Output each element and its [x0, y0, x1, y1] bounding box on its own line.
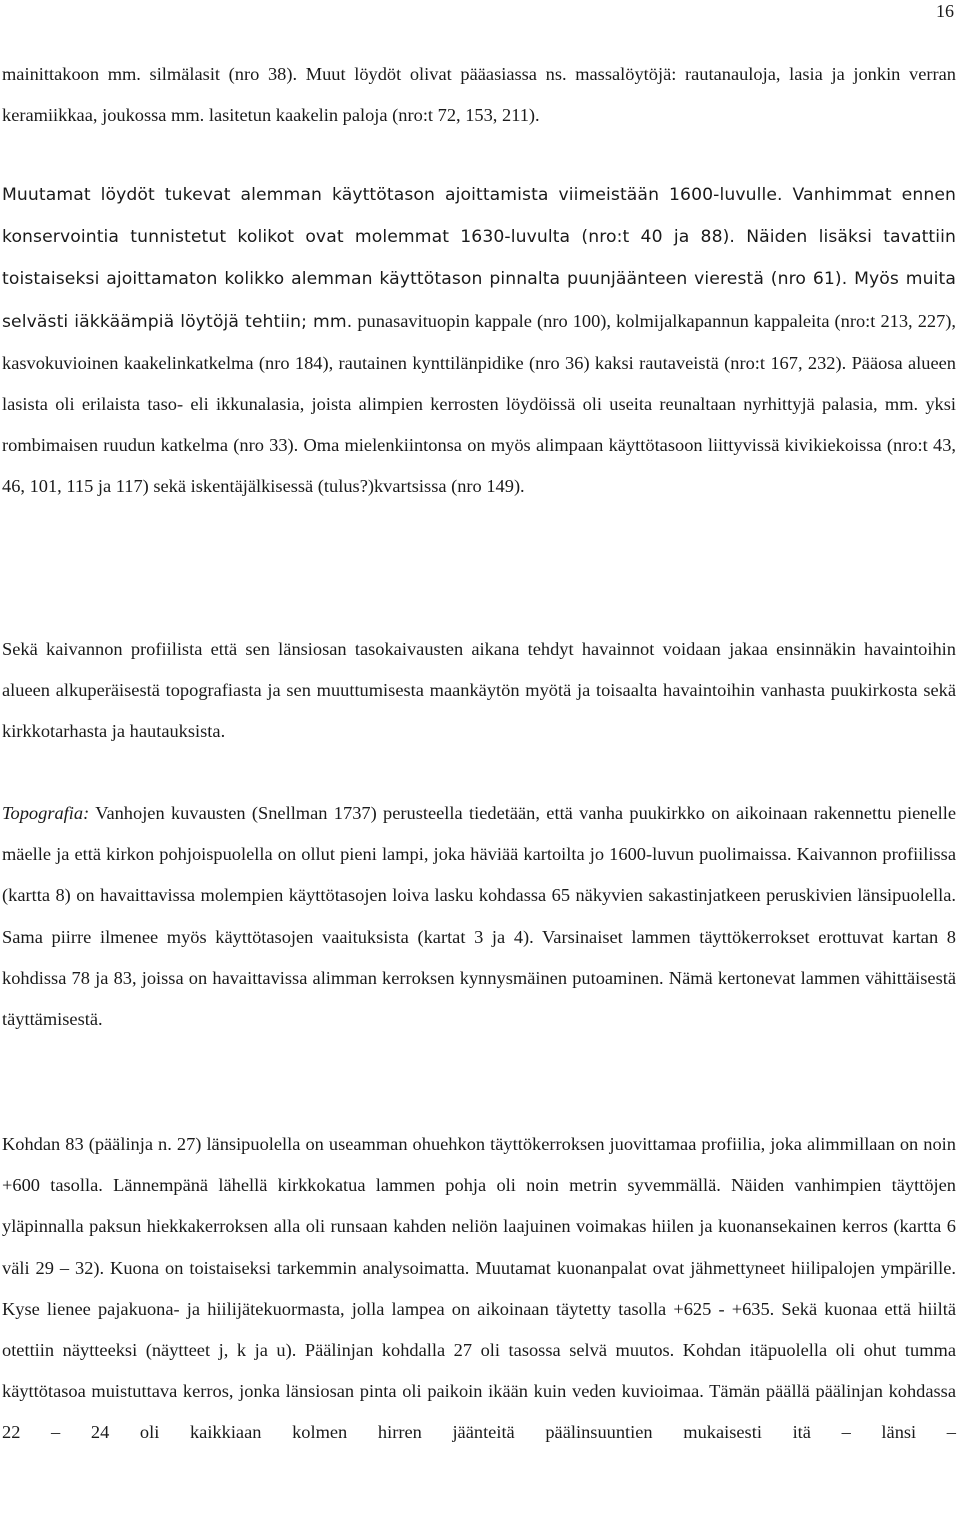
paragraph-dating-finds [2, 174, 956, 508]
paragraph-dating-finds-serif-text: punasavituopin kappale (nro 100), kolmijalkapannun kappaleita (nro:t 213, 227), kasvokuvioinen kaakelinkatkelma (nro 184), rautainen kynttilänpidike (nro 36) kaksi rautaveistä (nro:t 167, 232). Pääosa alueen lasista oli erilaista taso- eli ikkunalasia, joista alimpien kerrosten löydöissä oli useita reunaltaan nyrhittyjä palasia, mm. yksi rombimaisen ruudun katkelma (nro 33). Oma mielenkiintonsa on myös alimpaan käyttötasoon liittyvissä kivikiekoissa (nro:t 43, 46, 101, 115 ja 117) sekä iskentäjälkisessä (tulus?)kvartsissa (nro 149). [2, 310, 956, 497]
paragraph-finds-summary: mainittakoon mm. silmälasit (nro 38). Muut löydöt olivat pääasiassa ns. massalöytöjä: rautanauloja, lasia ja jonkin verran keramiikkaa, joukossa mm. lasitetun kaakelin paloja (nro:t 72, 153, 211). [2, 64, 956, 126]
paragraph-pond-fills: Kohdan 83 (päälinja n. 27) länsipuolella on useamman ohuehkon täyttökerroksen juovittamaa profiilia, joka alimmillaan on noin +600 tasolla. Lännempänä lähellä kirkkokatua lammen pohja oli noin metrin syvemmällä. Näiden vanhimpien täyttöjen yläpinnalla paksun hiekkakerroksen alla oli runsaan kahden neliön laajuinen voimakas hiilen ja kuonansekainen kerros (kartta 6 väli 29 – 32). Kuona on toistaiseksi tarkemmin analysoimatta. Muutamat kuonanpalat ovat jähmettyneet hiilipalojen ympärille. Kyse lienee pajakuona- ja hiilijätekuormasta, jolla lampea on aikoinaan täytetty tasolla +625 - +635. Sekä kuonaa että hiiltä otettiin näytteeksi (näytteet j, k ja u). Päälinjan kohdalla 27 oli tasossa selvä muutos. Kohdan itäpuolella oli ohut tumma käyttötasoa muistuttava kerros, jonka länsiosan pinta oli paikoin ikään kuin veden kuvioimaa. Tämän päällä päälinjan kohdassa 22 – 24 oli kaikkiaan kolmen hirren jäänteitä päälinsuuntien mukaisesti itä – länsi – [2, 1134, 956, 1443]
page-number: 16 [936, 1, 954, 21]
topography-heading: Topografia: [2, 803, 90, 823]
topography-text: Vanhojen kuvausten (Snellman 1737) perusteella tiedetään, että vanha puukirkko on aikoinaan rakennettu pienelle mäelle ja että kirkon pohjoispuolella on ollut pieni lampi, joka häviää kartoilta jo 1600-luvun puolimaissa. Kaivannon profiilissa (kartta 8) on havaittavissa molempien käyttötasojen loiva lasku kohdassa 65 näkyvien sakastinjatkeen peruskivien länsipuolella. Sama piirre ilmenee myös käyttötasojen vaaituksista (kartat 3 ja 4). Varsinaiset lammen täyttökerrokset erottuvat kartan 8 kohdissa 78 ja 83, joissa on havaittavissa alimman kerroksen kynnysmäinen putoaminen. Nämä kertonevat lammen vähittäisestä täyttämisestä. [2, 803, 956, 1030]
paragraph-topography [2, 793, 956, 1040]
paragraph-dating-finds-sans-text: Muutamat löydöt tukevat alemman käyttötason ajoittamista viimeistään 1600-luvulle. Vanhimmat ennen konservointia tunnistetut kolikot ovat molemmat 1630-luvulta (nro:t 40 ja 88). Näiden lisäksi tavattiin toistaiseksi ajoittamaton kolikko alemman käyttötason pinnalta puunjäänteen vierestä (nro 61). Myös muita selvästi iäkkäämpiä löytöjä tehtiin; mm. [2, 185, 956, 332]
paragraph-observations-intro: Sekä kaivannon profiilista että sen länsiosan tasokaivausten aikana tehdyt havainnot voidaan jakaa ensinnäkin havaintoihin alueen alkuperäisestä topografiasta ja sen muuttumisesta maankäytön myötä ja toisaalta havaintoihin vanhasta puukirkosta sekä kirkkotarhasta ja hautauksista. [2, 639, 956, 742]
